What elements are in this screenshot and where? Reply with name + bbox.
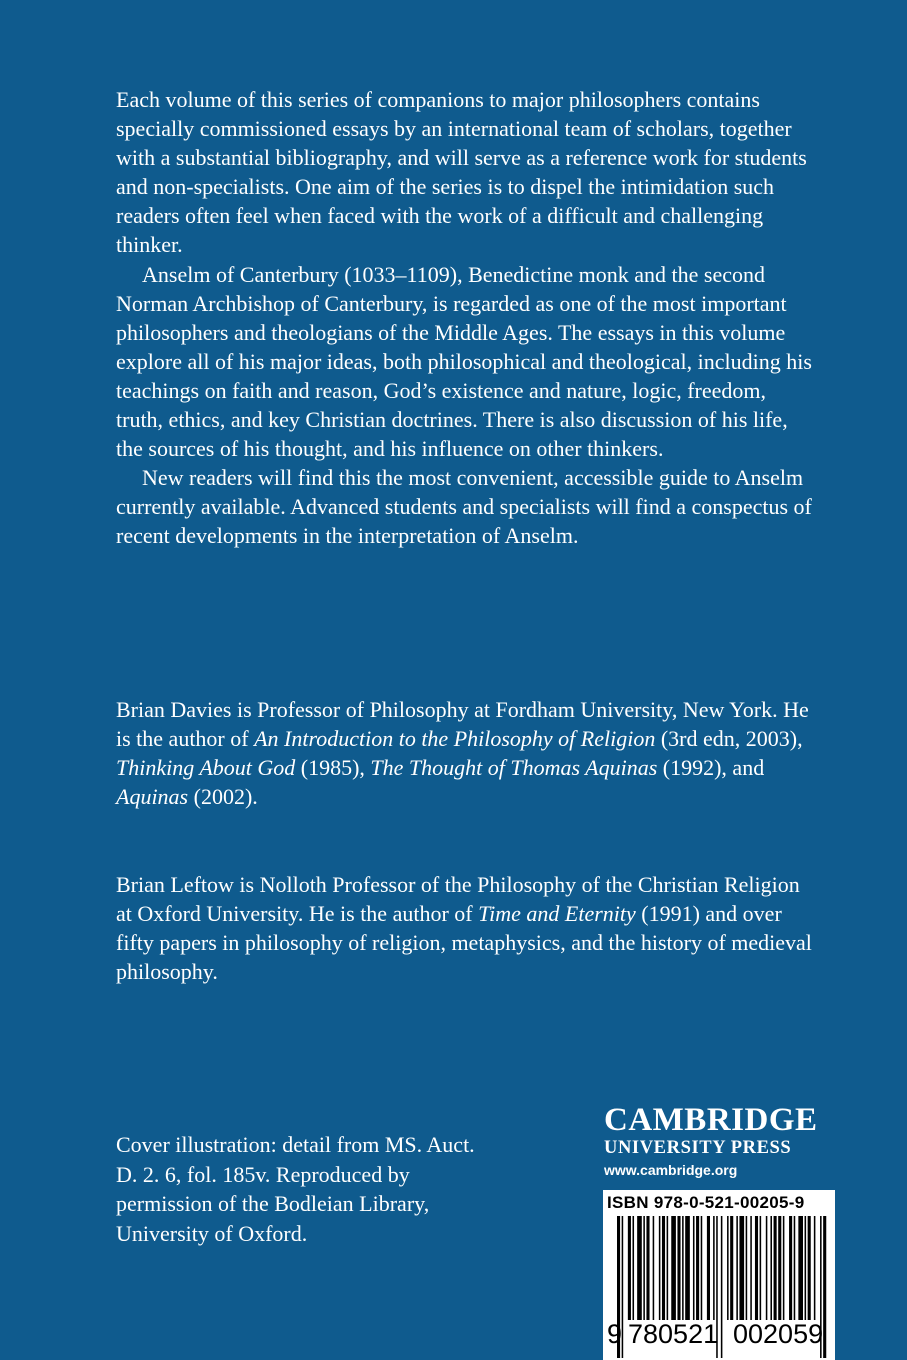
barcode-bar xyxy=(750,1216,752,1320)
barcode-digits-left: 780521 xyxy=(628,1319,719,1349)
barcode-bar xyxy=(721,1216,723,1358)
barcode-bar xyxy=(643,1216,645,1320)
book-title: Time and Eternity xyxy=(478,901,636,927)
credit-line: Cover illustration: detail from MS. Auct. xyxy=(116,1132,475,1157)
barcode-bar xyxy=(628,1216,631,1320)
credit-line: D. 2. 6, fol. 185v. Reproduced by xyxy=(116,1161,410,1187)
barcode-bar xyxy=(739,1216,744,1320)
barcode-bar xyxy=(808,1216,811,1320)
blurb-paragraph-1: Each volume of this series of companions to major philosophers contains specially commissioned essays by an international team of scholars, together with a substantial bibliography, and will serve as a reference work for students and non-specialists. One aim of the series is to dispel the intimidation such readers often feel when faced with the work of a difficult and challenging thinker. xyxy=(116,87,807,258)
barcode-bar xyxy=(696,1216,699,1320)
barcode-bar xyxy=(671,1216,676,1320)
barcode-bar xyxy=(677,1216,680,1320)
barcode-bar xyxy=(766,1216,768,1320)
bio-text: (1985), xyxy=(295,755,371,781)
barcode-first-digit: 9 xyxy=(607,1319,623,1349)
credit-line: permission of the Bodleian Library, xyxy=(116,1191,430,1216)
publisher-url: www.cambridge.org xyxy=(604,1162,738,1178)
publisher-logo xyxy=(604,1103,834,1180)
editor-bio-leftow xyxy=(116,870,816,986)
barcode-bar xyxy=(685,1216,690,1320)
barcode-bar xyxy=(814,1216,816,1320)
barcode-bar xyxy=(798,1216,803,1320)
credit-line: University of Oxford. xyxy=(116,1220,308,1246)
barcode-bar xyxy=(770,1216,772,1320)
bio-text: (2002). xyxy=(188,784,258,810)
barcode-bar xyxy=(682,1216,684,1320)
barcode-bar xyxy=(667,1216,669,1320)
bio-text: (1991) and over fifty papers in philosophy of religion, metaphysics, and the history of medieval philosophy. xyxy=(116,901,812,985)
barcode-bar xyxy=(653,1216,655,1320)
bio-text: Brian Leftow is Nolloth Professor of the Philosophy of the Christian Religion at Oxford University. He is the author of xyxy=(116,872,800,927)
blurb-paragraph-2: Anselm of Canterbury (1033–1109), Benedictine monk and the second Norman Archbishop of Canterbury, is regarded as one of the most important philosophers and theologians of the Middle Ages. The essays in this volume explore all of his major ideas, both philosophical and theological, including his teachings on faith and reason, God’s existence and nature, logic, freedom, truth, ethics, and key Christian doctrines. There is also discussion of his life, the sources of his thought, and his influence on other thinkers. xyxy=(116,261,812,462)
barcode-bar xyxy=(701,1216,703,1320)
barcode-bar xyxy=(662,1216,665,1320)
barcode-bar xyxy=(774,1216,777,1320)
cover-illustration-credit xyxy=(116,1130,536,1248)
barcode-bar xyxy=(794,1216,796,1320)
bio-davies-text xyxy=(116,695,816,811)
publisher-subtitle: UNIVERSITY PRESS xyxy=(604,1138,792,1158)
barcode-bar xyxy=(755,1216,758,1320)
book-title: Thinking About God xyxy=(116,755,296,781)
barcode-bar xyxy=(789,1216,792,1320)
blurb-paragraph-3: New readers will find this the most convenient, accessible guide to Anselm currently available. Advanced students and specialists will find a conspectus of recent developments in the interpretation of Anselm. xyxy=(116,465,812,549)
series-blurb xyxy=(116,85,816,551)
publisher-name: CAMBRIDGE xyxy=(604,1102,818,1138)
barcode-bar xyxy=(727,1216,729,1320)
book-title: An Introduction to the Philosophy of Religion xyxy=(254,726,656,752)
bio-leftow-text xyxy=(116,870,816,986)
barcode-bar xyxy=(760,1216,762,1320)
barcode-bar xyxy=(730,1216,733,1320)
barcode-bar xyxy=(633,1216,635,1320)
book-title: Aquinas xyxy=(116,784,189,810)
bio-text: (1992), and xyxy=(657,755,765,781)
barcode-bar xyxy=(693,1216,695,1320)
isbn-label: ISBN 978-0-521-00205-9 xyxy=(607,1193,805,1212)
barcode-bar xyxy=(707,1216,710,1320)
barcode-bar xyxy=(778,1216,781,1320)
barcode-digits-right: 002059 xyxy=(733,1319,824,1349)
barcode-bar xyxy=(805,1216,807,1320)
barcode-bar xyxy=(783,1216,785,1320)
bio-text: Brian Davies is Professor of Philosophy at Fordham University, New York. He is the author of xyxy=(116,697,809,752)
barcode-bar xyxy=(736,1216,738,1320)
barcode-bar xyxy=(713,1216,715,1320)
barcode-bar xyxy=(823,1216,826,1358)
barcode-bar xyxy=(646,1216,649,1320)
book-title: The Thought of Thomas Aquinas xyxy=(370,755,658,781)
editor-bio-davies xyxy=(116,695,816,811)
barcode-bar xyxy=(746,1216,748,1320)
bio-text: (3rd edn, 2003), xyxy=(655,726,803,752)
barcode-bar xyxy=(659,1216,661,1320)
barcode-bar xyxy=(637,1216,642,1320)
